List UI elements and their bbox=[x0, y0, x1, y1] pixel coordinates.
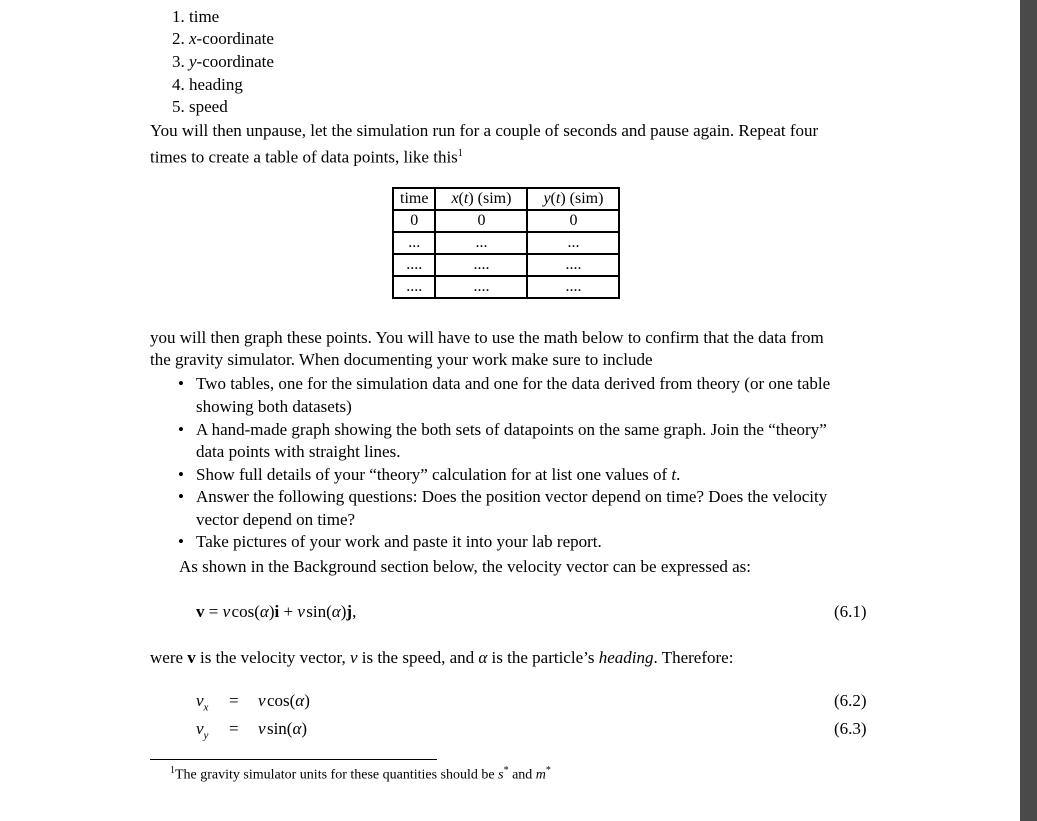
table-cell: .... bbox=[435, 254, 527, 276]
paragraph-line: were v is the velocity vector, v is the speed, and α is the particle’s heading. Therefore: bbox=[150, 648, 734, 667]
bullet-icon: • bbox=[178, 374, 184, 393]
table-header-row bbox=[393, 188, 619, 210]
bullet-text: Two tables, one for the simulation data and one for the data derived from theory (or one table bbox=[196, 374, 831, 393]
equation: v = v cos(α)i + v sin(α)j, bbox=[196, 602, 357, 621]
table-row bbox=[393, 276, 619, 298]
table-cell: .... bbox=[527, 254, 619, 276]
data-table bbox=[392, 187, 620, 299]
paragraph-line: the gravity simulator. When documenting your work make sure to include bbox=[150, 350, 653, 369]
table-cell: ... bbox=[435, 232, 527, 254]
equation-relation: = bbox=[229, 691, 239, 710]
list-item: 4. heading bbox=[172, 75, 243, 94]
bullet-text: A hand-made graph showing the both sets of datapoints on the same graph. Join the “theory” bbox=[196, 420, 827, 439]
table-row bbox=[393, 210, 619, 232]
paragraph-line: You will then unpause, let the simulation run for a couple of seconds and pause again. Repeat four bbox=[150, 121, 819, 140]
bullet-text: Show full details of your “theory” calculation for at list one values of t. bbox=[196, 465, 681, 484]
equation-lhs: $v_y$ bbox=[196, 719, 209, 742]
list-item: 5. speed bbox=[172, 97, 228, 116]
bullet-icon: • bbox=[178, 465, 184, 484]
paragraph-line: you will then graph these points. You will have to use the math below to confirm that the data from bbox=[150, 328, 824, 347]
footnote-rule bbox=[150, 759, 437, 760]
equation-number: (6.1) bbox=[834, 602, 867, 621]
table-header: y(t) (sim) bbox=[527, 188, 619, 210]
table-header: time bbox=[393, 188, 435, 210]
bullet-text: Take pictures of your work and paste it into your lab report. bbox=[196, 532, 602, 551]
bullet-text: Answer the following questions: Does the position vector depend on time? Does the velocity bbox=[196, 487, 828, 506]
bullet-icon: • bbox=[178, 420, 184, 439]
bullet-text: vector depend on time? bbox=[196, 510, 356, 529]
table-cell: 0 bbox=[527, 210, 619, 232]
paragraph-line: times to create a table of data points, like this$^1$ bbox=[150, 147, 463, 167]
footnote: $^1$The gravity simulator units for these quantities should be s* and m* bbox=[170, 765, 551, 783]
table-cell: .... bbox=[435, 276, 527, 298]
table-row bbox=[393, 232, 619, 254]
footnote-mark: 1 bbox=[457, 148, 463, 159]
equation-number: (6.3) bbox=[834, 719, 867, 738]
table-cell: .... bbox=[393, 254, 435, 276]
table-header: x(t) (sim) bbox=[435, 188, 527, 210]
table-cell: 0 bbox=[393, 210, 435, 232]
equation-relation: = bbox=[229, 719, 239, 738]
equation-rhs: v sin(α) bbox=[258, 719, 308, 738]
bullet-text: data points with straight lines. bbox=[196, 442, 401, 461]
list-item: 2. x-coordinate bbox=[172, 29, 274, 48]
paragraph-line: As shown in the Background section below, the velocity vector can be expressed as: bbox=[179, 557, 752, 576]
table-cell: .... bbox=[527, 276, 619, 298]
bullet-text: showing both datasets) bbox=[196, 397, 352, 416]
bullet-icon: • bbox=[178, 487, 184, 506]
equation-rhs: v cos(α) bbox=[258, 691, 310, 710]
table-cell: .... bbox=[393, 276, 435, 298]
table-row bbox=[393, 254, 619, 276]
list-item: 1. time bbox=[172, 7, 220, 26]
scrollbar[interactable] bbox=[1020, 0, 1037, 821]
equation-lhs: $v_x$ bbox=[196, 691, 209, 714]
list-item: 3. y-coordinate bbox=[172, 52, 274, 71]
table-cell: ... bbox=[393, 232, 435, 254]
table-cell: 0 bbox=[435, 210, 527, 232]
table-cell: ... bbox=[527, 232, 619, 254]
bullet-icon: • bbox=[178, 532, 184, 551]
equation-number: (6.2) bbox=[834, 691, 867, 710]
